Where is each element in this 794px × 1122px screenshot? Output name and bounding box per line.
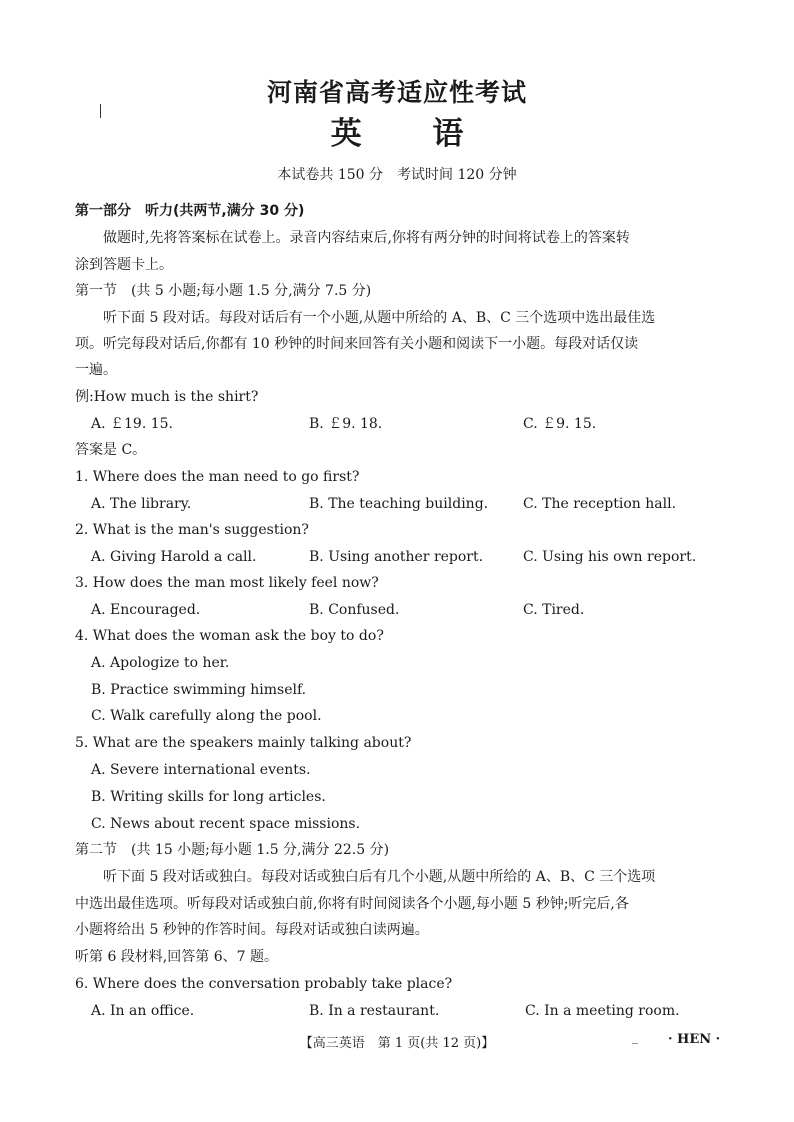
page-footer: 【高三英语 第 1 页(共 12 页)】	[299, 1036, 495, 1051]
q1-option-c: C. The reception hall.	[523, 496, 677, 512]
q2-option-a: A. Giving Harold a call.	[91, 549, 257, 565]
section2-material: 听第 6 段材料,回答第 6、7 题。	[75, 949, 278, 965]
q6-option-c: C. In a meeting room.	[525, 1003, 680, 1019]
q6-option-a: A. In an office.	[91, 1003, 195, 1019]
q5-option-a: A. Severe international events.	[91, 762, 311, 778]
part1-heading: 第一部分 听力(共两节,满分 30 分)	[75, 203, 305, 219]
question-3: 3. How does the man most likely feel now?	[75, 575, 379, 591]
section1-intro-line: 听下面 5 段对话。每段对话后有一个小题,从题中所给的 A、B、C 三个选项中选出最佳选	[103, 310, 656, 326]
section1-intro-line: 项。听完每段对话后,你都有 10 秒钟的时间来回答有关小题和阅读下一小题。每段对话仅读	[75, 336, 639, 352]
example-question: 例:How much is the shirt?	[75, 389, 259, 405]
q3-option-b: B. Confused.	[309, 602, 400, 618]
section2-intro-line: 听下面 5 段对话或独白。每段对话或独白后有几个小题,从题中所给的 A、B、C 三个选项	[103, 869, 656, 885]
question-1: 1. Where does the man need to go first?	[75, 469, 360, 485]
q2-option-b: B. Using another report.	[309, 549, 484, 565]
section1-intro-line: 一遍。	[75, 362, 117, 378]
footer-mark	[632, 1043, 638, 1044]
q3-option-a: A. Encouraged.	[91, 602, 201, 618]
example-option-b: B. ￡9. 18.	[309, 416, 383, 432]
question-5: 5. What are the speakers mainly talking about?	[75, 735, 412, 751]
q1-option-b: B. The teaching building.	[309, 496, 489, 512]
section2-intro-line: 中选出最佳选项。听每段对话或独白前,你将有时间阅读各个小题,每小题 5 秒钟;听完后,各	[75, 896, 629, 912]
part1-intro-line: 涂到答题卡上。	[75, 257, 173, 273]
example-option-a: A. ￡19. 15.	[91, 416, 173, 432]
q4-option-a: A. Apologize to her.	[91, 655, 230, 671]
section2-intro-line: 小题将给出 5 秒钟的作答时间。每段对话或独白读两遍。	[75, 922, 429, 938]
exam-title: 河南省高考适应性考试	[266, 78, 527, 107]
example-answer: 答案是 C。	[75, 442, 147, 458]
section2-heading: 第二节 (共 15 小题;每小题 1.5 分,满分 22.5 分)	[75, 842, 390, 858]
q5-option-c: C. News about recent space missions.	[91, 816, 361, 832]
question-6: 6. Where does the conversation probably take place?	[75, 976, 453, 992]
q4-option-c: C. Walk carefully along the pool.	[91, 708, 322, 724]
q4-option-b: B. Practice swimming himself.	[91, 682, 307, 698]
q5-option-b: B. Writing skills for long articles.	[91, 789, 326, 805]
q2-option-c: C. Using his own report.	[523, 549, 697, 565]
q3-option-c: C. Tired.	[523, 602, 585, 618]
subject-title: 英 语	[330, 116, 464, 152]
question-4: 4. What does the woman ask the boy to do?	[75, 628, 384, 644]
question-2: 2. What is the man's suggestion?	[75, 522, 309, 538]
example-option-c: C. ￡9. 15.	[523, 416, 597, 432]
section1-heading: 第一节 (共 5 小题;每小题 1.5 分,满分 7.5 分)	[75, 283, 372, 299]
part1-intro-line: 做题时,先将答案标在试卷上。录音内容结束后,你将有两分钟的时间将试卷上的答案转	[103, 230, 630, 246]
region-code: · HEN ·	[668, 1032, 721, 1047]
exam-info: 本试卷共 150 分 考试时间 120 分钟	[277, 167, 517, 183]
q1-option-a: A. The library.	[91, 496, 192, 512]
q6-option-b: B. In a restaurant.	[309, 1003, 440, 1019]
